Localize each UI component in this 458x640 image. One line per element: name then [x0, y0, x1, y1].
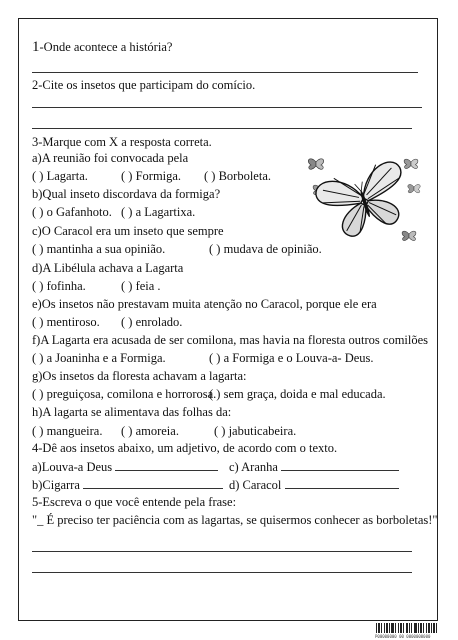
q3d-option-2[interactable]: ( ) feia . — [121, 279, 161, 293]
butterfly-illustration — [302, 150, 430, 246]
answer-line[interactable] — [32, 128, 412, 129]
small-butterfly-icon — [408, 184, 420, 192]
q3h-stem: h)A lagarta se alimentava das folhas da: — [32, 405, 232, 419]
answer-line[interactable] — [32, 572, 412, 573]
answer-line[interactable] — [32, 72, 418, 73]
q3a-option-1[interactable]: ( ) Lagarta. — [32, 169, 88, 183]
q4-item-b: b)Cigarra — [32, 477, 223, 493]
q3a-option-2[interactable]: ( ) Formiga. — [121, 169, 182, 183]
small-butterfly-icon — [404, 159, 418, 168]
q3g-option-1[interactable]: ( ) preguiçosa, comilona e horrorosa. — [32, 387, 217, 401]
q3d-option-1[interactable]: ( ) fofinha. — [32, 279, 86, 293]
q3e-stem: e)Os insetos não prestavam muita atenção no Caracol, porque ele era — [32, 297, 377, 311]
large-butterfly-icon — [313, 158, 416, 244]
answer-blank[interactable] — [281, 459, 399, 471]
answer-blank[interactable] — [285, 477, 399, 489]
question-1: 1-Onde acontece a história? — [32, 39, 173, 55]
q3f-option-2[interactable]: ( ) a Formiga e o Louva-a- Deus. — [209, 351, 374, 365]
q3a-stem: a)A reunião foi convocada pela — [32, 151, 189, 165]
q3c-stem: c)O Caracol era um inseto que sempre — [32, 224, 224, 238]
answer-line[interactable] — [32, 551, 412, 552]
q4-item-a: a)Louva-a Deus — [32, 459, 218, 475]
q3h-option-2[interactable]: ( ) amoreia. — [121, 424, 179, 438]
question-3-title: 3-Marque com X a resposta correta. — [32, 135, 212, 149]
answer-line[interactable] — [32, 107, 422, 108]
answer-blank[interactable] — [83, 477, 223, 489]
q4-item-c: c) Aranha — [229, 459, 399, 475]
small-butterfly-icon — [308, 159, 323, 170]
q3g-option-2[interactable]: ( ) sem graça, doida e mal educada. — [209, 387, 386, 401]
q3h-option-1[interactable]: ( ) mangueira. — [32, 424, 103, 438]
barcode-text: P00000000 00 0000000000 — [375, 634, 431, 639]
q4-item-d: d) Caracol — [229, 477, 399, 493]
q3e-option-2[interactable]: ( ) enrolado. — [121, 315, 183, 329]
q3f-stem: f)A Lagarta era acusada de ser comilona, mas havia na floresta outros comilões — [32, 333, 429, 347]
q3b-option-2[interactable]: ( ) a Lagartixa. — [121, 205, 196, 219]
small-butterfly-icon — [402, 231, 416, 240]
answer-blank[interactable] — [115, 459, 218, 471]
q5-quote: "_ É preciso ter paciência com as lagartas, se quisermos conhecer as borboletas!" — [32, 513, 438, 527]
q3a-option-3[interactable]: ( ) Borboleta. — [204, 169, 271, 183]
q3c-option-1[interactable]: ( ) mantinha a sua opinião. — [32, 242, 166, 256]
q3e-option-1[interactable]: ( ) mentiroso. — [32, 315, 100, 329]
question-5-title: 5-Escreva o que você entende pela frase: — [32, 495, 237, 509]
q3h-option-3[interactable]: ( ) jabuticabeira. — [214, 424, 297, 438]
q3b-stem: b)Qual inseto discordava da formiga? — [32, 187, 221, 201]
q3g-stem: g)Os insetos da floresta achavam a lagarta: — [32, 369, 247, 383]
q3b-option-1[interactable]: ( ) o Gafanhoto. — [32, 205, 112, 219]
q3f-option-1[interactable]: ( ) a Joaninha e a Formiga. — [32, 351, 166, 365]
question-2: 2-Cite os insetos que participam do comício. — [32, 78, 256, 92]
question-4-title: 4-Dê aos insetos abaixo, um adjetivo, de acordo com o texto. — [32, 441, 338, 455]
q3c-option-2[interactable]: ( ) mudava de opinião. — [209, 242, 322, 256]
q3d-stem: d)A Libélula achava a Lagarta — [32, 261, 184, 275]
